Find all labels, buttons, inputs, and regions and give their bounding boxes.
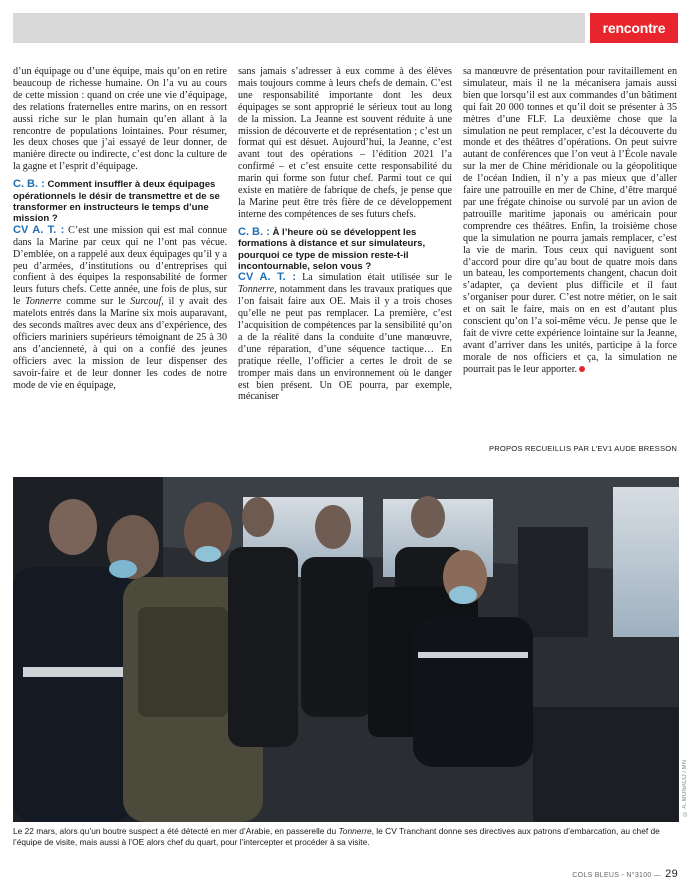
ship-name: Tonnerre — [238, 284, 275, 296]
article-column-3 — [463, 66, 677, 376]
question — [238, 227, 452, 273]
photo-caption — [13, 826, 679, 847]
person-silhouette — [413, 617, 533, 767]
speaker-label: CV A. T. : — [238, 271, 296, 284]
ship-name: Tonnerre — [25, 296, 62, 308]
photo-credit: © A. MONACO / MN — [682, 760, 688, 817]
person-silhouette — [228, 547, 298, 747]
answer-text: , notamment dans les travaux pratiques que l’on faisait faire aux OE. Mais il y a trois choses qu’elle ne peut pas remplacer. La première, c’est l’acquisition de compétences par la sensibilité qu’on a de la réalité dans la conduite d’une manœuvre, d’une réparation, d’une séquence tactique… En pratique réelle, l’officier a certes le droit de se tromper mais dans un environnement où le danger est bien présent. Un OE pourra, par exemple, mécaniser — [238, 284, 452, 403]
paragraph — [463, 66, 677, 376]
author-credit: PROPOS RECUEILLIS PAR L’EV1 AUDE BRESSON — [488, 444, 677, 453]
face-mask — [109, 560, 137, 578]
person-head — [315, 505, 351, 549]
article-column-2 — [238, 66, 452, 403]
ship-name: Tonnerre — [338, 826, 372, 836]
answer — [13, 225, 227, 392]
person-silhouette — [301, 557, 373, 717]
paragraph: sans jamais s’adresser à eux comme à des élèves mais toujours comme à leurs chefs de demain. C’est une responsabilité importante dont les deux équipages se sont approprié le sérieux tout au long de la mission. La Jeanne est souvent réduite à une mission de découverte et de représentation ; c’est un format qui est désuet. Aujourd’hui, la Jeanne, c’est avant tout des opérations – l’édition 2021 l’a confirmé – et c’est ensuite cette responsabilité du marin qui forme son futur chef. Parmi tout ce qui existe en matière de fabrique de chefs, je pense que la Marine peut être très fière de ce développement interne des compétences de ses futurs chefs. — [238, 66, 452, 220]
answer — [238, 272, 452, 403]
end-bullet-icon — [579, 366, 585, 372]
answer-text: , il y avait des matelots entrés dans la Marine six mois auparavant, des seconds maîtres avec deux ans d’expérience, des officiers mariniers supérieurs témoignant de 25 à 30 ans d’ancienneté, à qui on a confié des jeunes officiers avec la mission de leur dispenser des savoir-faire et de leur donner les codes de notre mode de vie en équipage, — [13, 296, 227, 391]
question-text: Comment insuffler à deux équipages opérationnels le désir de transmettre et de se transformer en instructeurs le temps d’une mission ? — [13, 179, 220, 225]
speaker-label: C. B. : — [13, 178, 45, 191]
answer-text: La simulation était utilisée sur le — [302, 272, 452, 284]
question — [13, 179, 227, 225]
answer-text: comme sur le — [61, 296, 131, 308]
section-tag: rencontre — [590, 13, 678, 43]
face-mask — [195, 546, 221, 562]
article-photo — [13, 477, 679, 822]
ship-name: Surcouf — [130, 296, 162, 308]
speaker-label: CV A. T. : — [13, 223, 65, 236]
person-head — [411, 496, 445, 538]
article-column-1 — [13, 66, 227, 391]
caption-text: Le 22 mars, alors qu’un boutre suspect a été détecté en mer d’Arabie, en passerelle du — [13, 826, 339, 836]
speaker-label: C. B. : — [238, 225, 270, 238]
paragraph: d’un équipage ou d’une équipe, mais qu’on en retire beaucoup de richesse humaine. On l’a vu au cours de cette mission : quand on crée une vie d’équipage, des relations fraternelles entre marins, on en ressort aussi riche sur le plan humain qu’en allant à la rencontre de populations lointaines. Pour résumer, les deux choses que j’ai essayé de leur donner, de manière directe ou indirecte, c’est donc la culture de la gagne et l’esprit d’équipage. — [13, 66, 227, 173]
uniform-stripe — [23, 667, 133, 677]
bridge-photo-illustration — [13, 477, 679, 822]
uniform-stripe — [418, 652, 528, 658]
console — [533, 707, 679, 822]
tactical-vest — [138, 607, 228, 717]
person-head — [49, 499, 97, 555]
person-silhouette — [13, 567, 133, 822]
face-mask — [449, 586, 477, 604]
console — [518, 527, 588, 637]
paragraph-text: sa manœuvre de présentation pour ravitaillement en simulateur, mais il ne la mécanisera jamais aussi bien que lorsqu’il est aux commandes d’un bâtiment qui fait 20 000 tonnes et qu’il doit se présenter à 35 mètres d’une FLF. La deuxième chose que la simulation ne peut remplacer, c’est la découverte du monde et des théâtres d’opérations. On peut suivre autant de conférences que l’on veut à l’École navale sur la mer de Chine méridionale ou la géopolitique de l’océan Indien, il n’y a pas mieux que d’aller faire une patrouille en mer de Chine, d’être marqué par une frégate chinoise ou survolé par un avion de patrouille maritime japonais ou américain pour comprendre ces théâtres. Enfin, la troisième chose que la simulation ne pourra jamais remplacer, c’est la vie de marin. Tous ceux qui naviguent sont d’accord pour dire qu’au bout de quatre mois dans un bateau, les comportements changent, chacun doit s’adapter, ça devient plus difficile et il faut s’organiser pour durer. C’est notre métier, on le sait et on sait le faire, mais on en est d’autant plus conscient qu’on l’a soi-même vécu. Je pense que le fait de vivre cette expérience lointaine sur la Jeanne, avant d’arriver dans les unités, participe à la force morale de nos officiers et ça, la simulation ne pourrait pas le leur apporter. — [463, 66, 677, 375]
person-head — [242, 497, 274, 537]
caption-text: , le CV Tranchant donne ses directives aux patrons d’embarcation, au chef de l’équipe de visite, mais aussi à l’OE alors chef du quart, pour l’intercepter et procéder à sa visite. — [13, 826, 660, 847]
question-text: À l’heure où se développent les formations à distance et sur simulateurs, pourquoi ce type de mission reste-t-il incontournable, selon vous ? — [238, 226, 426, 272]
page-number: 29 — [665, 868, 678, 880]
magazine-name: COLS BLEUS - N°3100 — — [572, 872, 662, 879]
answer-text: C’est une mission qui est mal connue dans la Marine par ceux qui ne l’ont pas vécue. D’emblée, on a rappelé aux deux équipages qu’il y a peu d’armées, d’institutions ou d’entreprises qui confient à des équipes la responsabilité de former leurs futurs chefs. Cette année, une fois de plus, sur le — [13, 224, 228, 308]
header-bar — [13, 13, 585, 43]
page-footer — [572, 868, 678, 880]
bridge-window — [613, 487, 679, 637]
